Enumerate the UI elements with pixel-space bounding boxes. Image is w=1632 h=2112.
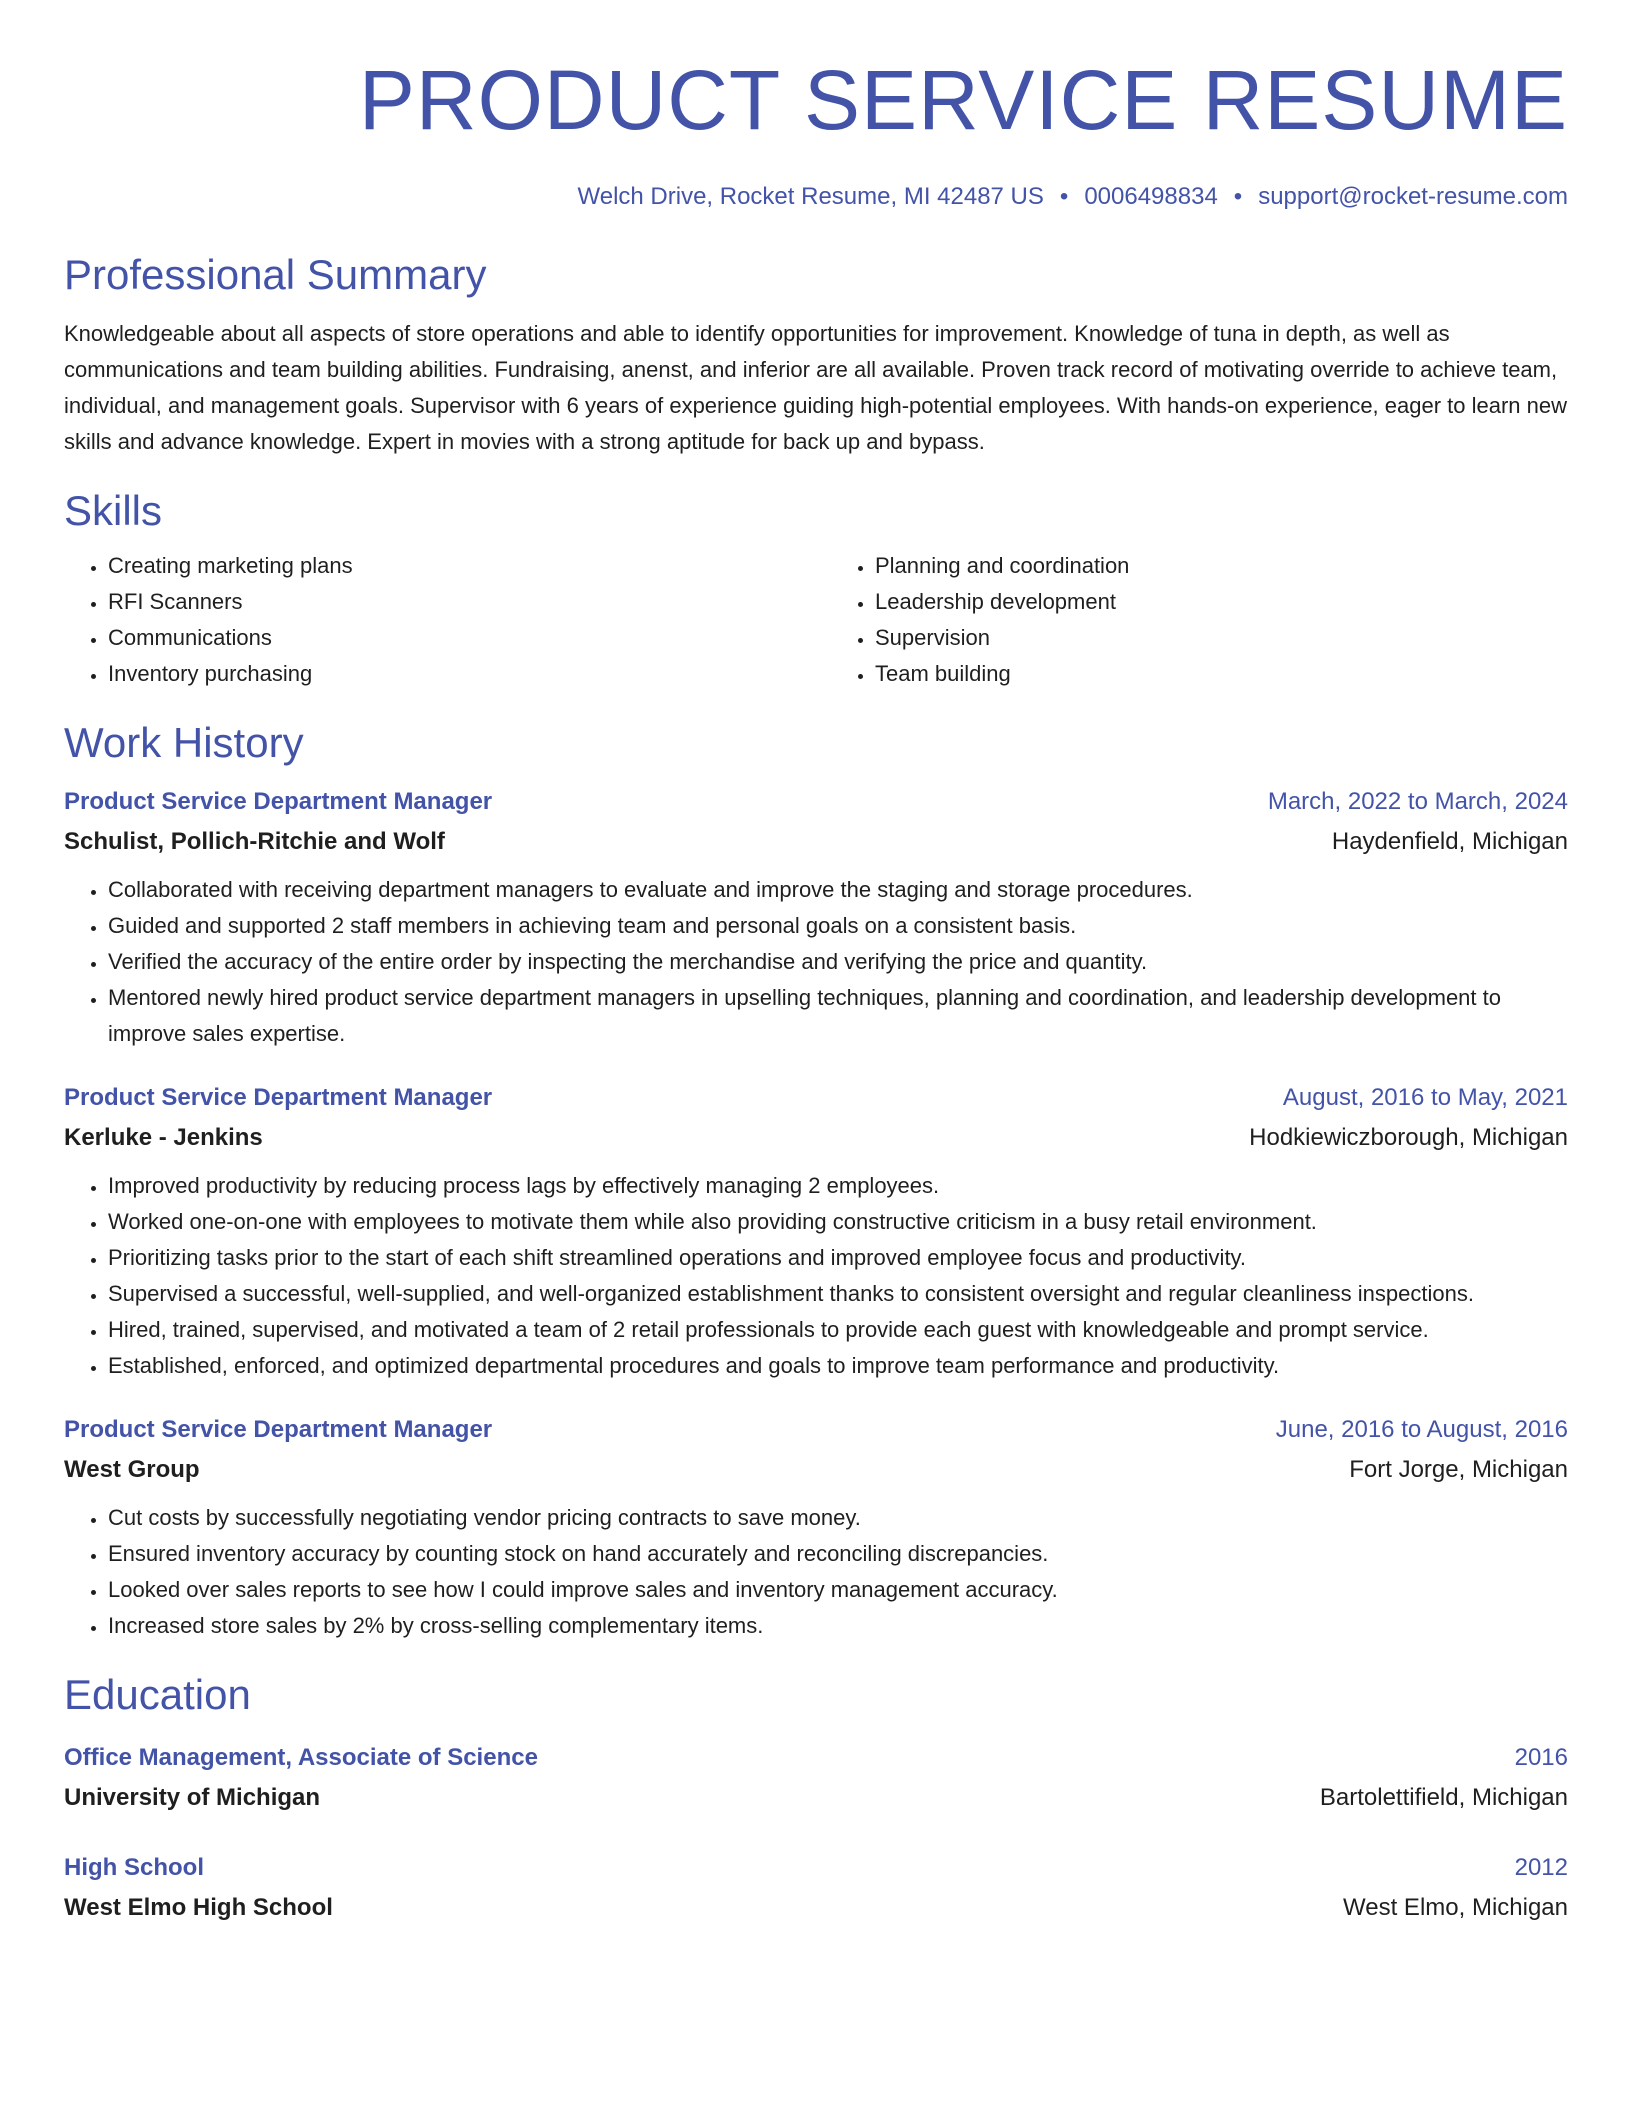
job-title: Product Service Department Manager xyxy=(64,1416,493,1443)
job-company: Kerluke - Jenkins xyxy=(64,1124,263,1151)
job-entry xyxy=(64,1410,1568,1644)
job-location: Haydenfield, Michigan xyxy=(1331,828,1568,855)
education-location: West Elmo, Michigan xyxy=(1343,1894,1568,1921)
education-entry xyxy=(64,1848,1568,1928)
skill-item: • Communications xyxy=(108,620,801,656)
contact-separator: • xyxy=(1233,183,1243,210)
contact-email: support@rocket-resume.com xyxy=(1258,183,1568,210)
skill-item: • RFI Scanners xyxy=(108,584,801,620)
job-bullet: • Guided and supported 2 staff members in achieving team and personal goals on a consistent basis. xyxy=(108,908,1568,944)
job-location: Hodkiewiczborough, Michigan xyxy=(1249,1124,1568,1151)
job-location: Fort Jorge, Michigan xyxy=(1349,1456,1568,1483)
job-bullet: • Increased store sales by 2% by cross-selling complementary items. xyxy=(108,1608,1568,1644)
job-bullet: • Prioritizing tasks prior to the start of each shift streamlined operations and improved employee focus and productivity. xyxy=(108,1240,1568,1276)
job-dates: June, 2016 to August, 2016 xyxy=(1275,1416,1568,1443)
job-bullets xyxy=(64,872,1568,1052)
job-dates: March, 2022 to March, 2024 xyxy=(1267,788,1568,815)
contact-separator: • xyxy=(1059,183,1069,210)
job-bullet: • Collaborated with receiving department managers to evaluate and improve the staging and storage procedures. xyxy=(108,872,1568,908)
skills-list xyxy=(64,548,1568,692)
job-entry xyxy=(64,782,1568,1052)
resume-name: PRODUCT SERVICE RESUME xyxy=(358,53,1568,147)
education-school: West Elmo High School xyxy=(64,1894,333,1921)
education-year: 2012 xyxy=(1514,1854,1568,1881)
work-history-heading: Work History xyxy=(64,719,304,766)
education-heading: Education xyxy=(64,1671,251,1718)
job-company: Schulist, Pollich-Ritchie and Wolf xyxy=(64,828,445,855)
education-year: 2016 xyxy=(1514,1744,1568,1771)
job-bullet: • Ensured inventory accuracy by counting stock on hand accurately and reconciling discrepancies. xyxy=(108,1536,1568,1572)
job-company: West Group xyxy=(64,1456,200,1483)
job-bullet: • Established, enforced, and optimized departmental procedures and goals to improve team performance and productivity. xyxy=(108,1348,1568,1384)
skills-column-left xyxy=(64,548,801,692)
skill-item: • Supervision xyxy=(875,620,1568,656)
skills-column-right xyxy=(831,548,1568,692)
summary-heading: Professional Summary xyxy=(64,251,487,298)
education-location: Bartolettifield, Michigan xyxy=(1319,1784,1568,1811)
education-entry xyxy=(64,1738,1568,1818)
education-degree: High School xyxy=(64,1854,204,1881)
job-bullets xyxy=(64,1500,1568,1644)
education-school: University of Michigan xyxy=(64,1784,321,1811)
job-title: Product Service Department Manager xyxy=(64,788,493,815)
job-bullet: • Cut costs by successfully negotiating vendor pricing contracts to save money. xyxy=(108,1500,1568,1536)
job-bullets xyxy=(64,1168,1568,1384)
education-degree: Office Management, Associate of Science xyxy=(64,1744,538,1771)
skill-item: • Inventory purchasing xyxy=(108,656,801,692)
job-bullet: • Improved productivity by reducing process lags by effectively managing 2 employees. xyxy=(108,1168,1568,1204)
job-bullet: • Looked over sales reports to see how I could improve sales and inventory management accuracy. xyxy=(108,1572,1568,1608)
job-bullet: • Worked one-on-one with employees to motivate them while also providing constructive criticism in a busy retail environment. xyxy=(108,1204,1568,1240)
skill-item: • Team building xyxy=(875,656,1568,692)
job-dates: August, 2016 to May, 2021 xyxy=(1282,1084,1568,1111)
skill-item: • Planning and coordination xyxy=(875,548,1568,584)
resume-header xyxy=(64,52,1568,212)
skill-item: • Creating marketing plans xyxy=(108,548,801,584)
skills-heading: Skills xyxy=(64,487,163,534)
skill-item: • Leadership development xyxy=(875,584,1568,620)
summary-text: Knowledgeable about all aspects of store operations and able to identify opportunities for improvement. Knowledge of tuna in depth, as well as communications and team building abilities. Fundraising, anenst, and inferior are all available. Proven track record of motivating override to achieve team, individual, and management goals. Supervisor with 6 years of experience guiding high-potential employees. With hands-on experience, eager to learn new skills and advance knowledge. Expert in movies with a strong aptitude for back up and bypass. xyxy=(64,321,1568,454)
contact-address: Welch Drive, Rocket Resume, MI 42487 US xyxy=(577,183,1044,210)
contact-phone: 0006498834 xyxy=(1084,183,1218,210)
job-title: Product Service Department Manager xyxy=(64,1084,493,1111)
job-entry xyxy=(64,1078,1568,1384)
contact-line xyxy=(64,182,1568,212)
job-bullet: • Verified the accuracy of the entire order by inspecting the merchandise and verifying the price and quantity. xyxy=(108,944,1568,980)
job-bullet: • Supervised a successful, well-supplied, and well-organized establishment thanks to consistent oversight and regular cleanliness inspections. xyxy=(108,1276,1568,1312)
job-bullet: • Hired, trained, supervised, and motivated a team of 2 retail professionals to provide each guest with knowledgeable and prompt service. xyxy=(108,1312,1568,1348)
job-bullet: • Mentored newly hired product service department managers in upselling techniques, planning and coordination, and leadership development to improve sales expertise. xyxy=(108,980,1568,1052)
